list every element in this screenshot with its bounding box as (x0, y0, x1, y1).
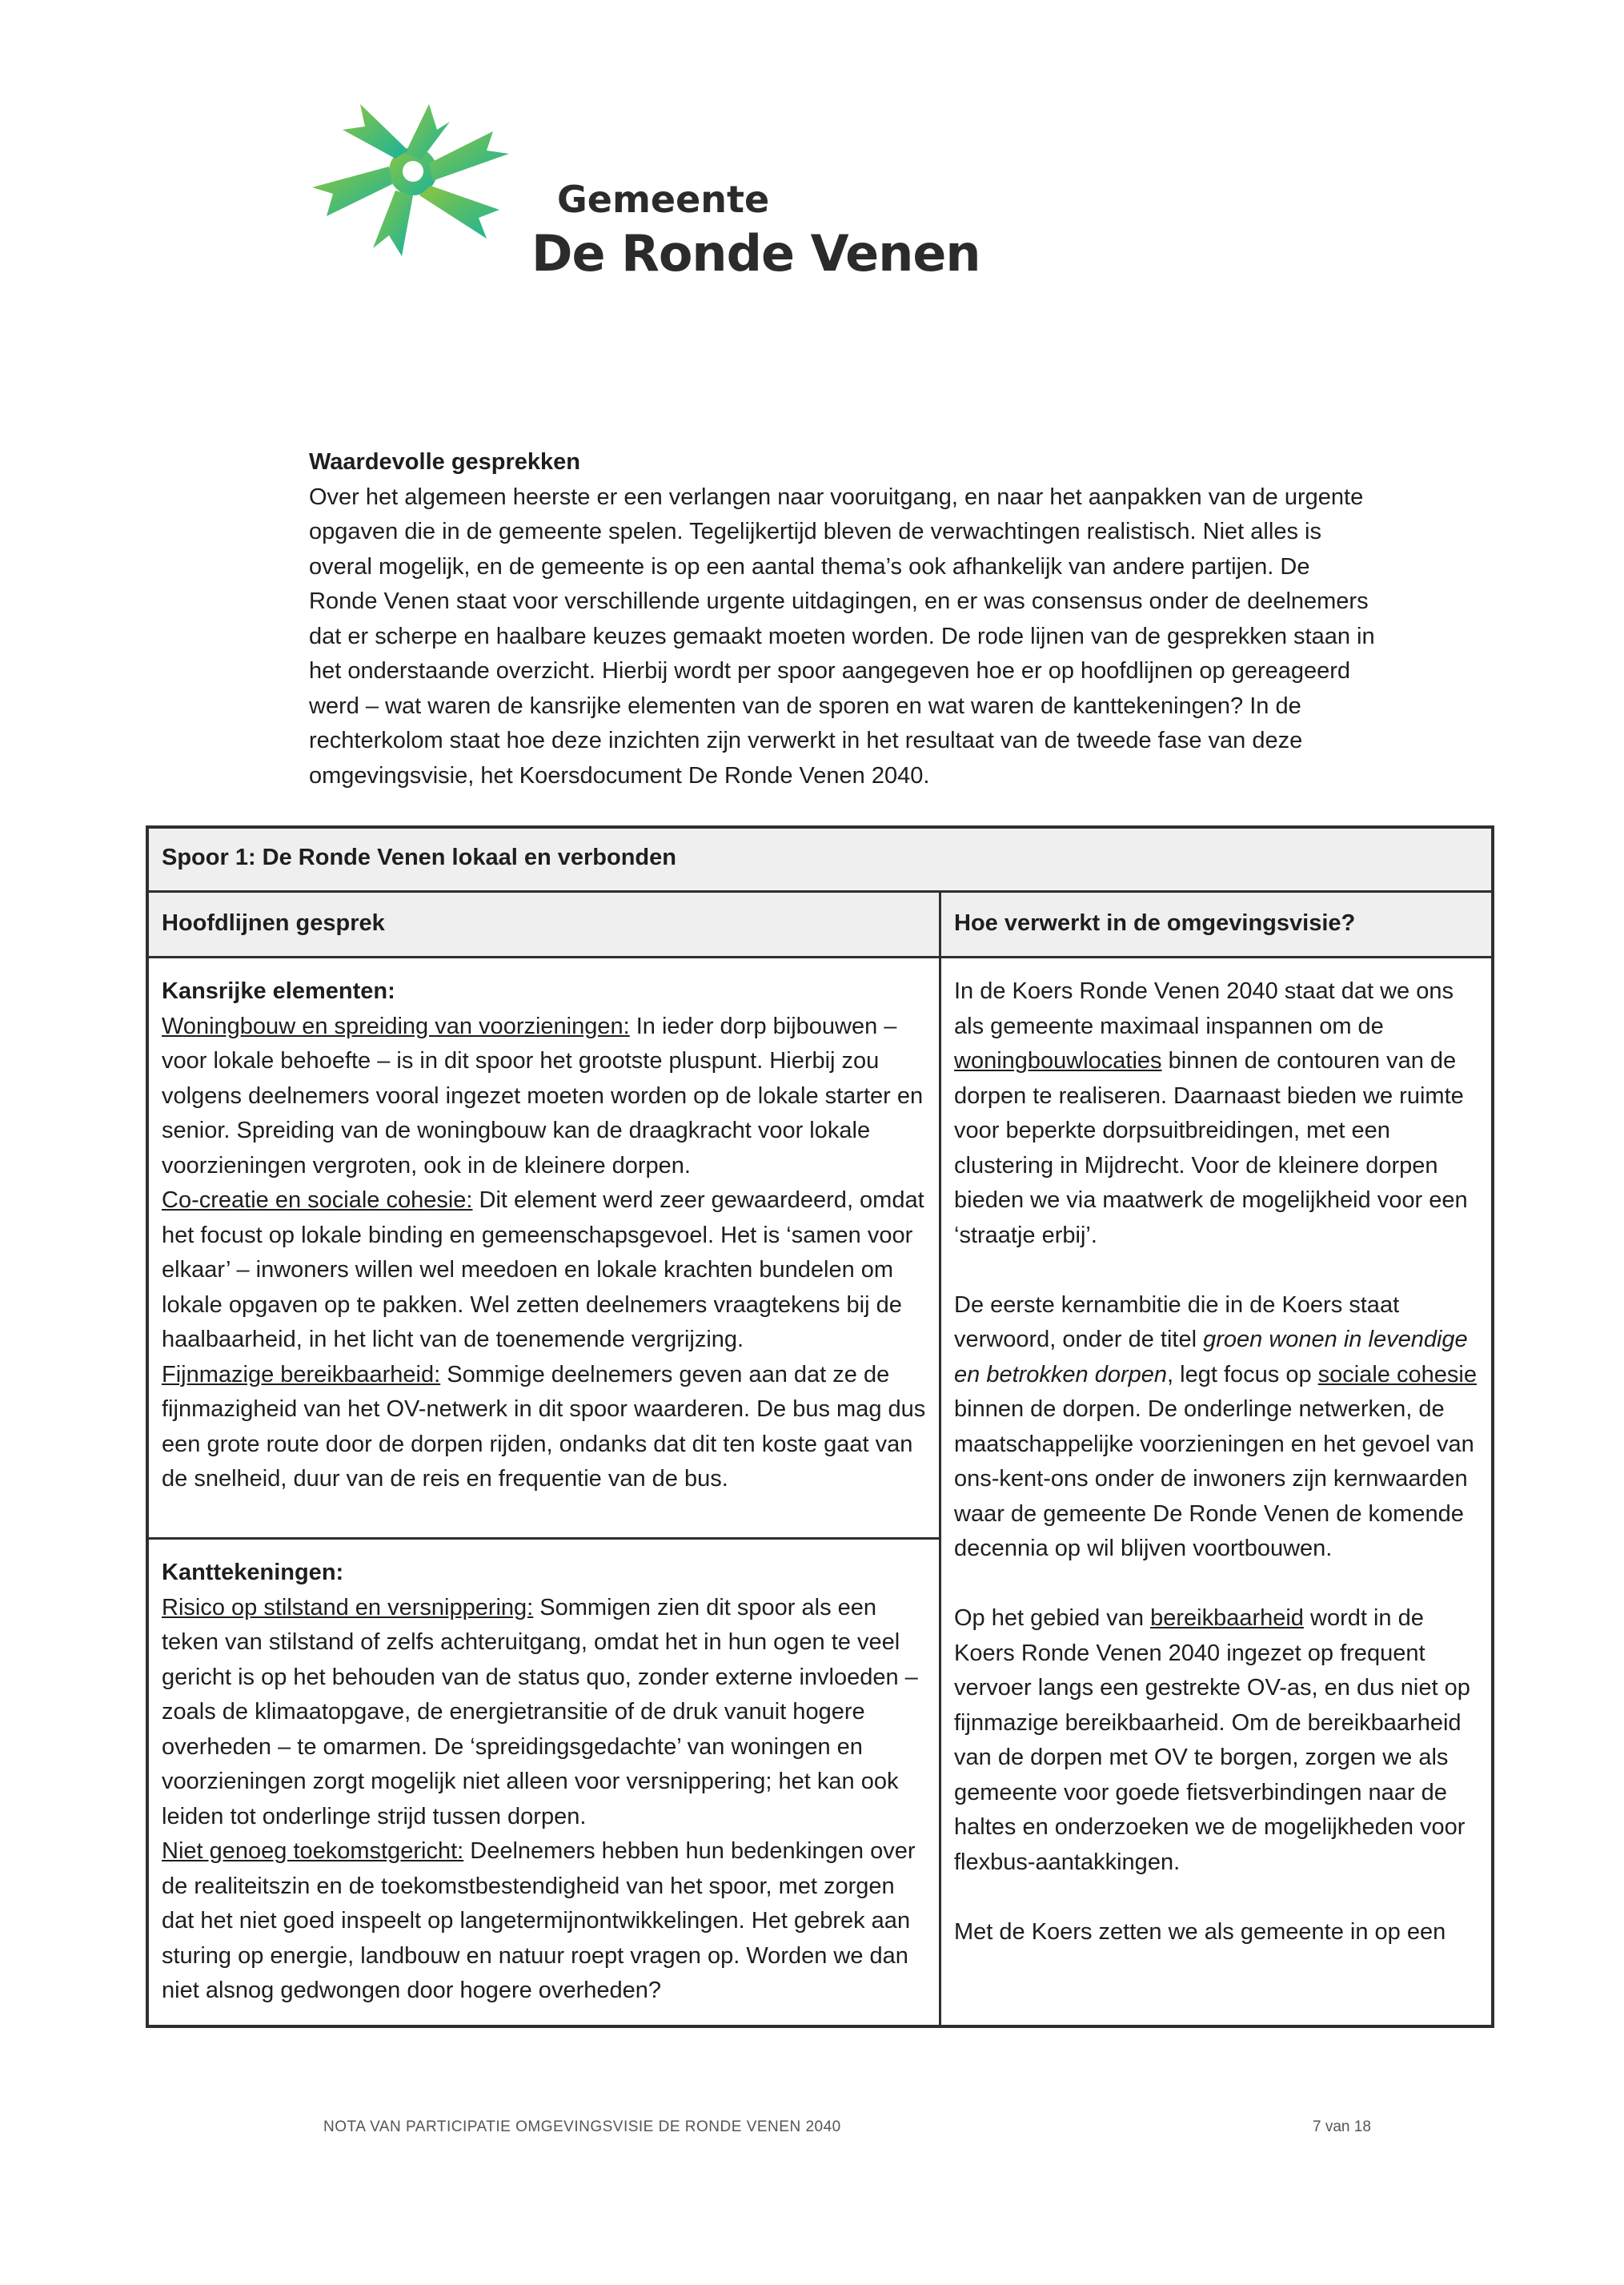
table-column-headers (149, 893, 1491, 958)
text-run: binnen de dorpen. De onderlinge netwerken, de maatschappelijke voorzieningen en het gevoel van ons-kent-ons onder de inwoners zijn kernwaarden waar de gemeente De Ronde Venen de komende decennia op wil blijven voortbouwen. (954, 1396, 1474, 1561)
verwerkt-paragraph-cohesie (954, 1288, 1478, 1567)
gemeente-logo-icon (309, 98, 549, 258)
intro-section (309, 445, 1381, 793)
kansrijke-label: Kansrijke elementen: (162, 978, 395, 1004)
item-text: Deelnemers hebben hun bedenkingen over de realiteitszin en de toekomstbestendigheid van het spoor, met zorgen dat het niet goed inspeelt op langetermijnontwikkelingen. Het gebrek aan sturing op energie, landbouw en natuur roept vragen op. Worden we dan niet alsnog gedwongen door hogere overheden? (162, 1838, 916, 2003)
item-text: Sommigen zien dit spoor als een teken van stilstand of zelfs achteruitgang, omdat het in hun ogen te veel gericht is op het behouden van de status quo, zonder externe invloeden – zoals de klimaatopgave, de energietransitie of de druk vanuit hogere overheden – te omarmen. De ‘spreidingsgedachte’ van woningen en voorzieningen zorgt mogelijk niet alleen voor versnippering; het kan ook leiden tot onderlinge strijd tussen dorpen. (162, 1594, 918, 1829)
underlined-term: woningbouwlocaties (954, 1048, 1162, 1074)
text-run: De eerste kernambitie die in de Koers staat verwoord, onder de titel (954, 1291, 1400, 1352)
brand-line-name: De Ronde Venen (531, 224, 980, 283)
italic-term: groen wonen in levendige en betrokken dorpen (954, 1327, 1468, 1387)
item-topic: Fijnmazige bereikbaarheid: (162, 1361, 441, 1387)
item-topic: Risico op stilstand en versnippering: (162, 1594, 534, 1620)
list-item (162, 1183, 926, 1358)
list-item (162, 1591, 926, 1835)
kansrijke-elementen-cell (149, 958, 939, 1540)
kanttekeningen-cell (149, 1540, 939, 2009)
text-run: , legt focus op (1167, 1361, 1318, 1387)
footer-page-number: 7 van 18 (1313, 2118, 1371, 2135)
intro-title: Waardevolle gesprekken (309, 449, 581, 475)
right-column (941, 958, 1491, 2025)
table-title: Spoor 1: De Ronde Venen lokaal en verbonden (149, 829, 1491, 893)
list-item (162, 1358, 926, 1497)
text-run: binnen de contouren van de dorpen te realiseren. Daarnaast bieden we ruimte voor beperkte dorpsuitbreidingen, met een clustering in Mijdrecht. Voor de kleinere dorpen bieden we via maatwerk de mogelijkheid voor een ‘straatje erbij’. (954, 1048, 1468, 1248)
column-header-verwerkt: Hoe verwerkt in de omgevingsvisie? (954, 910, 1356, 936)
spoor-table (146, 825, 1494, 2028)
verwerkt-paragraph-bereikbaarheid (954, 1601, 1478, 1880)
text-run: wordt in de Koers Ronde Venen 2040 ingezet op frequent vervoer langs een gestrekte OV-as, en dus niet op fijnmazige bereikbaarheid. Om de bereikbaarheid van de dorpen met OV te borgen, zorgen we als gemeente voor goede fietsverbindingen naar de haltes en onderzoeken we de mogelijkheden voor flexbus-aantakkingen. (954, 1605, 1470, 1875)
underlined-term: sociale cohesie (1317, 1361, 1477, 1387)
item-text: Sommige deelnemers geven aan dat ze de fijnmazigheid van het OV-netwerk in dit spoor waarderen. De bus mag dus een grote route door de dorpen rijden, ondanks dat dit ten koste gaat van de snelheid, duur van de reis en frequentie van de bus. (162, 1361, 926, 1492)
item-text: Dit element werd zeer gewaardeerd, omdat het focust op lokale binding en gemeenschapsgevoel. Het is ‘samen voor elkaar’ – inwoners willen wel meedoen en lokale krachten bundelen om lokale opgaven op te pakken. Wel zetten deelnemers vraagtekens bij de haalbaarheid, in het licht van de toenemende vergrijzing. (162, 1187, 924, 1352)
verwerkt-paragraph-woningbouw (954, 974, 1478, 1253)
item-topic: Woningbouw en spreiding van voorzieningen: (162, 1013, 630, 1039)
intro-body: Over het algemeen heerste er een verlangen naar vooruitgang, en naar het aanpakken van de urgente opgaven die in de gemeente spelen. Tegelijkertijd bleven de verwachtingen realistisch. Niet alles is overal mogelijk, en de gemeente is op een aantal thema’s ook afhankelijk van andere partijen. De Ronde Venen staat voor verschillende urgente uitdagingen, en er was consensus onder de deelnemers dat er scherpe en haalbare keuzes gemaakt moeten worden. De rode lijnen van de gesprekken staan in het onderstaande overzicht. Hierbij wordt per spoor aangegeven hoe er op hoofdlijnen op gereageerd werd – wat waren de kansrijke elementen van de sporen en wat waren de kanttekeningen? In de rechterkolom staat hoe deze inzichten zijn verwerkt in het resultaat van de tweede fase van deze omgevingsvisie, het Koersdocument De Ronde Venen 2040. (309, 484, 1375, 789)
list-item (162, 1834, 926, 2009)
brand-name (531, 178, 980, 283)
left-column (149, 958, 941, 2025)
item-topic: Niet genoeg toekomstgericht: (162, 1838, 464, 1864)
item-topic: Co-creatie en sociale cohesie: (162, 1187, 473, 1213)
text-run: Op het gebied van (954, 1605, 1151, 1631)
column-header-hoofdlijnen: Hoofdlijnen gesprek (149, 893, 941, 956)
kanttekeningen-label: Kanttekeningen: (162, 1560, 344, 1585)
brand-line-gemeente: Gemeente (557, 178, 770, 221)
list-item (162, 1010, 926, 1184)
footer-document-title: NOTA VAN PARTICIPATIE OMGEVINGSVISIE DE RONDE VENEN 2040 (323, 2118, 841, 2135)
underlined-term: bereikbaarheid (1150, 1605, 1304, 1631)
table-body (149, 958, 1491, 2025)
text-run: In de Koers Ronde Venen 2040 staat dat we ons als gemeente maximaal inspannen om de (954, 978, 1454, 1039)
item-text: In ieder dorp bijbouwen – voor lokale behoefte – is in dit spoor het grootste pluspunt. Hierbij zou volgens deelnemers vooral ingezet moeten worden op de lokale starter en senior. Spreiding van de woningbouw kan de draagkracht voor lokale voorzieningen vergroten, ook in de kleinere dorpen. (162, 1013, 924, 1179)
verwerkt-paragraph-koers: Met de Koers zetten we als gemeente in op een (954, 1918, 1446, 1945)
